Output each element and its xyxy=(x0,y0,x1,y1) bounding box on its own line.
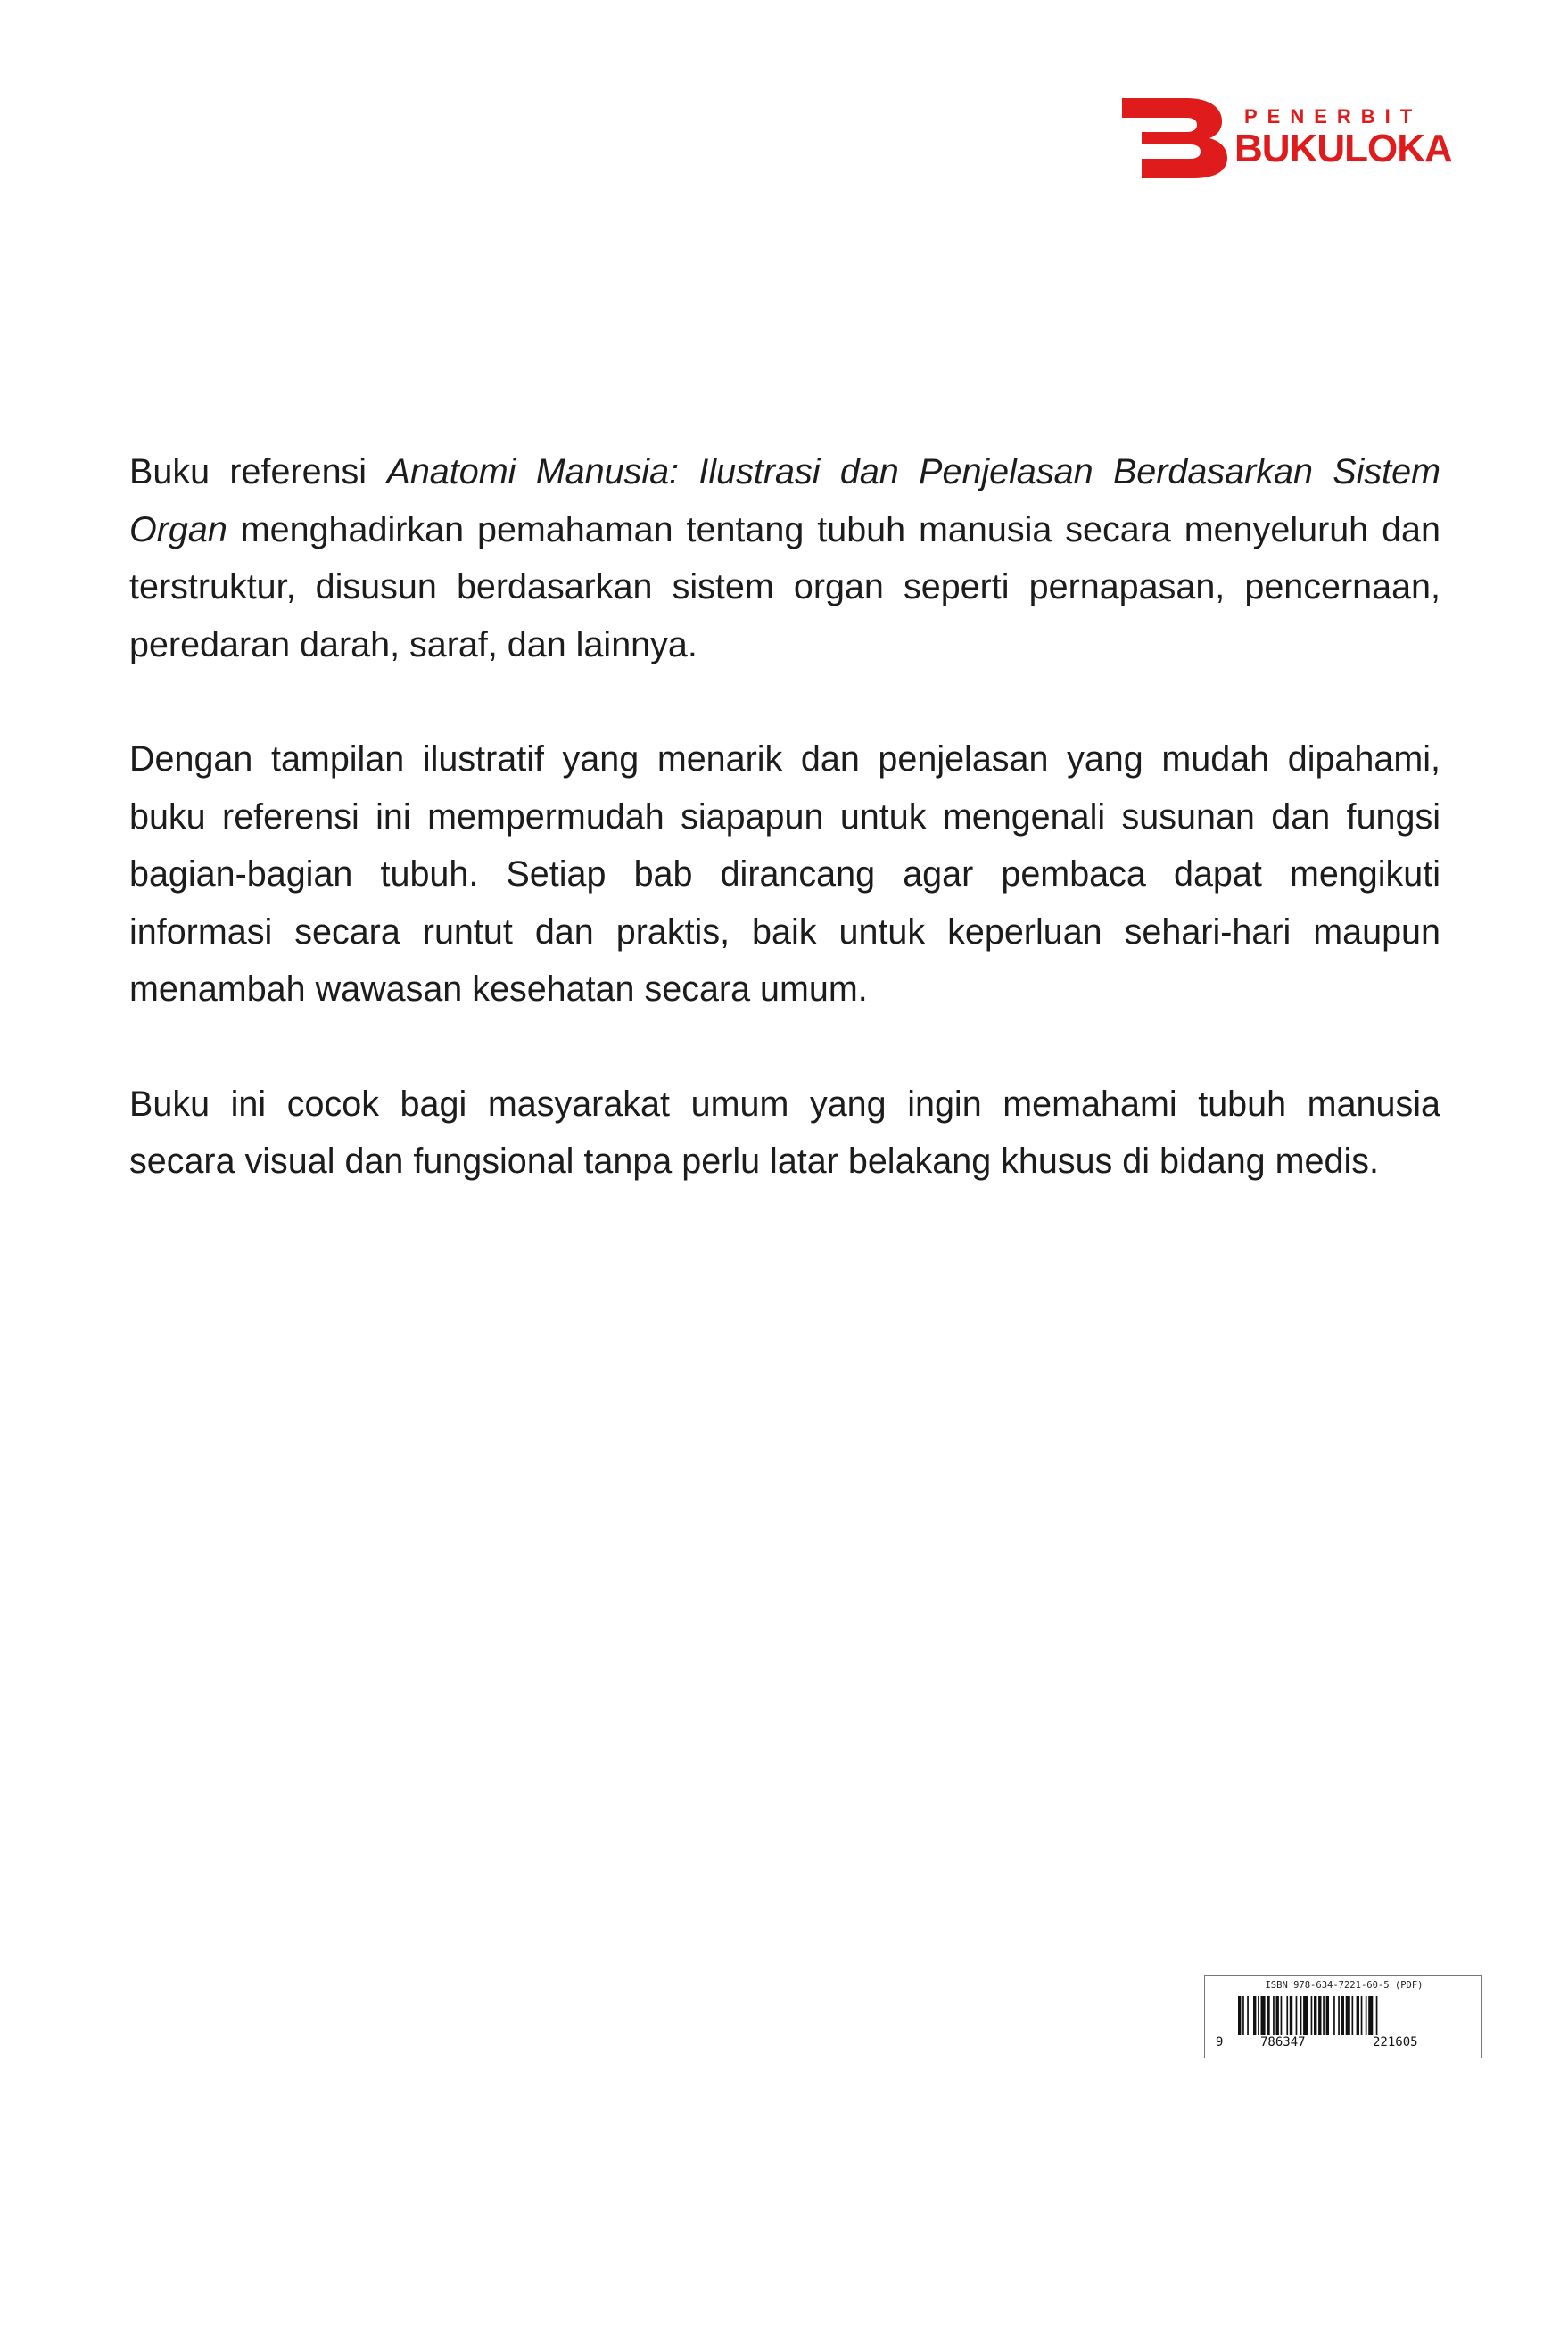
blurb-p1-rest: menghadirkan pemahaman tentang tubuh manusia secara menyeluruh dan terstruktur, disusun berdasarkan sistem organ seperti pernapasan, pencernaan, peredaran darah, saraf, dan lainnya. xyxy=(129,509,1440,664)
barcode-lead-digit: 9 xyxy=(1216,2035,1224,2050)
isbn-barcode-block xyxy=(1204,1975,1482,2058)
book-blurb xyxy=(129,443,1440,1191)
isbn-label: ISBN 978-634-7221-60-5 (PDF) xyxy=(1265,1980,1424,1991)
barcode-left-digits: 786347 xyxy=(1260,2035,1306,2050)
publisher-kicker: PENERBIT xyxy=(1244,105,1423,128)
book-title: Anatomi Manusia: Ilustrasi dan Penjelasan Berdasarkan Sistem Organ xyxy=(129,452,1441,549)
blurb-paragraph-1 xyxy=(129,443,1440,673)
publisher-logo xyxy=(1122,98,1452,178)
publisher-b-logo-icon xyxy=(1122,98,1229,178)
barcode-icon xyxy=(1238,1996,1452,2035)
blurb-paragraph-2: Dengan tampilan ilustratif yang menarik dan penjelasan yang mudah dipahami, buku referensi ini mempermudah siapapun untuk mengenali susunan dan fungsi bagian-bagian tubuh. Setiap bab dirancang agar pembaca dapat mengikuti informasi secara runtut dan praktis, baik untuk keperluan sehari-hari maupun menambah wawasan kesehatan secara umum. xyxy=(129,739,1440,1009)
publisher-name: BUKULOKA xyxy=(1234,127,1452,170)
blurb-paragraph-3: Buku ini cocok bagi masyarakat umum yang ingin memahami tubuh manusia secara visual dan fungsional tanpa perlu latar belakang khusus di bidang medis. xyxy=(129,1084,1440,1181)
barcode-right-digits: 221605 xyxy=(1373,2035,1418,2050)
blurb-intro: Buku referensi xyxy=(129,452,387,491)
